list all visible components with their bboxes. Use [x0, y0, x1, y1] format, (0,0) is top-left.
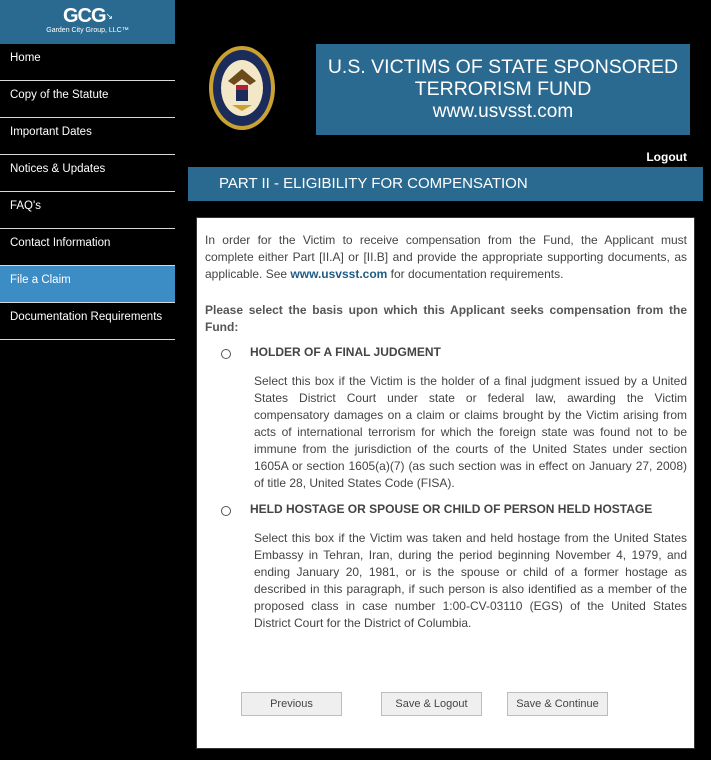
- logo-subtitle: Garden City Group, LLC™: [46, 27, 129, 34]
- intro-text: [205, 232, 687, 283]
- held-hostage-title: HELD HOSTAGE OR SPOUSE OR CHILD OF PERSON HELD HOSTAGE: [250, 502, 653, 516]
- sidebar-item-faqs[interactable]: FAQ's: [0, 192, 175, 229]
- save-logout-button[interactable]: Save & Logout: [381, 692, 482, 716]
- usvsst-link[interactable]: www.usvsst.com: [290, 267, 388, 281]
- eligibility-form-panel: [196, 217, 695, 749]
- sidebar-item-notices-updates[interactable]: Notices & Updates: [0, 155, 175, 192]
- option-held-hostage: [205, 501, 687, 632]
- site-url: www.usvsst.com: [432, 101, 574, 122]
- main-content: [188, 0, 703, 760]
- logout-link[interactable]: Logout: [646, 150, 687, 164]
- site-title-line1: U.S. VICTIMS OF STATE SPONSORED: [327, 56, 679, 78]
- sidebar: [0, 0, 175, 760]
- sidebar-item-copy-of-statute[interactable]: Copy of the Statute: [0, 81, 175, 118]
- site-title-banner: [316, 44, 690, 135]
- sidebar-item-documentation-requirements[interactable]: Documentation Requirements: [0, 303, 175, 340]
- final-judgment-description: Select this box if the Victim is the holder of a final judgment issued by a United States District Court under state or federal law, awarding the Victim compensatory damages on a claim or claims brought by the Victim arising from acts of international terrorism for which the foreign state was found not to be immune from the jurisdiction of the courts of the United States under section 1605A or section 1605(a)(7) (as such section was in effect on January 27, 2008) of title 28, United States Code (FISA).: [254, 374, 687, 490]
- department-of-justice-seal-icon: [208, 45, 276, 131]
- sidebar-item-contact-information[interactable]: Contact Information: [0, 229, 175, 266]
- previous-button[interactable]: Previous: [241, 692, 342, 716]
- logo-mark: GCG: [62, 5, 106, 27]
- final-judgment-title: HOLDER OF A FINAL JUDGMENT: [250, 345, 441, 359]
- logo-arrow-icon: ↘: [105, 11, 113, 21]
- sidebar-item-home[interactable]: Home: [0, 44, 175, 81]
- gcg-logo[interactable]: [0, 0, 175, 44]
- held-hostage-radio[interactable]: [221, 506, 231, 516]
- option-final-judgment: [205, 344, 687, 492]
- sidebar-item-important-dates[interactable]: Important Dates: [0, 118, 175, 155]
- section-title: PART II - ELIGIBILITY FOR COMPENSATION: [188, 167, 703, 201]
- selection-prompt: Please select the basis upon which this Applicant seeks compensation from the Fund:: [205, 303, 687, 334]
- intro-text-end: for documentation requirements.: [387, 267, 564, 281]
- site-title-line2: TERRORISM FUND: [414, 78, 592, 100]
- intro-text-start: In order for the Victim to receive compensation from the Fund, the Applicant must complete either Part [II.A] or [II.B] and provide the appropriate supporting documents, as applicable. See: [205, 233, 687, 281]
- sidebar-item-file-a-claim[interactable]: File a Claim: [0, 266, 175, 303]
- held-hostage-description: Select this box if the Victim was taken and held hostage from the United States Embassy in Tehran, Iran, during the period beginning November 4, 1979, and ending January 20, 1981, or is the spouse or child of a former hostage as described in this paragraph, if such person is also identified as a member of the proposed class in case number 1:00-CV-03110 (EGS) of the United States District Court for the District of Columbia.: [254, 531, 687, 630]
- form-buttons: [241, 692, 681, 716]
- save-continue-button[interactable]: Save & Continue: [507, 692, 608, 716]
- final-judgment-radio[interactable]: [221, 349, 231, 359]
